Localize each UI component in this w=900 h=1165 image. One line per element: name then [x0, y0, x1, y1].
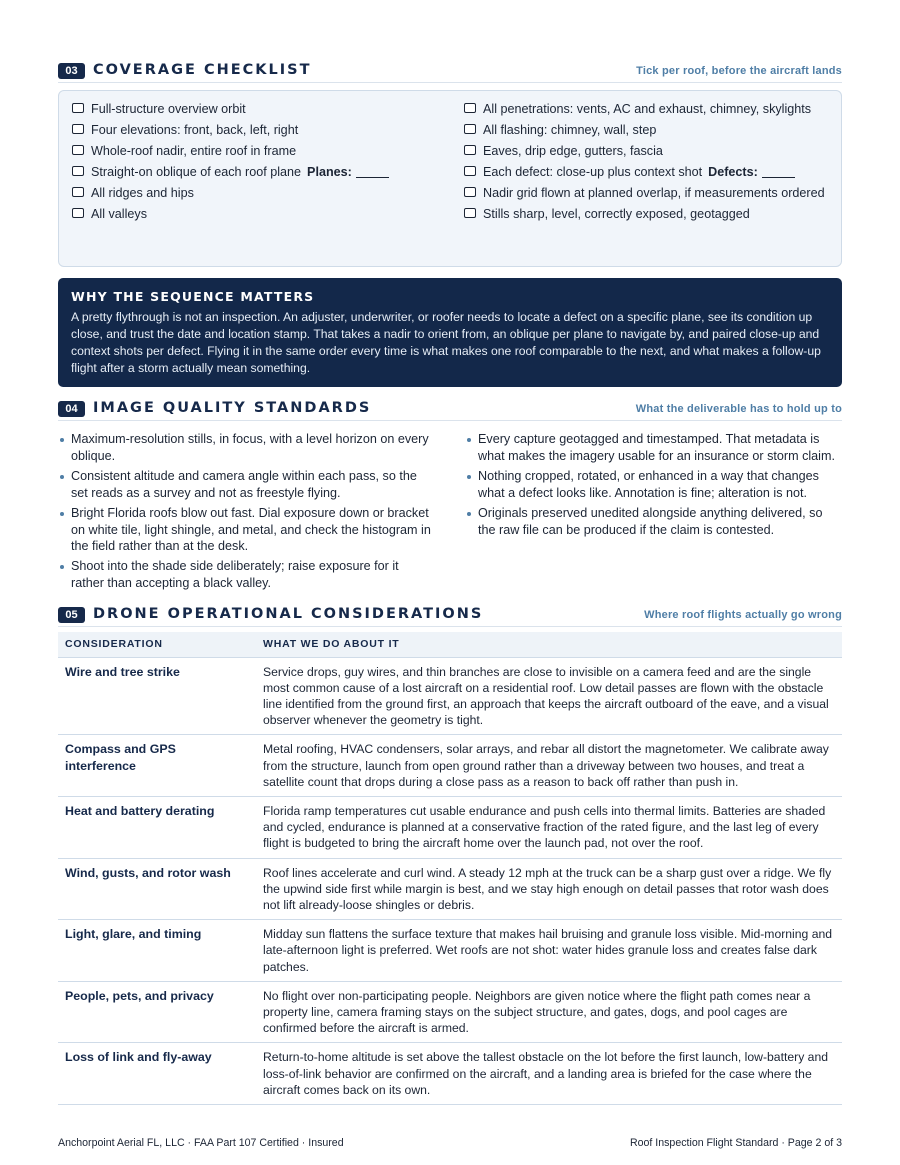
- checklist-left-column: [59, 101, 451, 227]
- checkbox-icon[interactable]: [464, 187, 476, 197]
- checkbox-icon[interactable]: [72, 187, 84, 197]
- checklist-item[interactable]: Four elevations: front, back, left, right: [59, 122, 451, 143]
- checklist-item[interactable]: Straight-on oblique of each roof plane Planes:: [59, 164, 451, 185]
- checkbox-icon[interactable]: [72, 103, 84, 113]
- checklist-item[interactable]: Whole-roof nadir, entire roof in frame: [59, 143, 451, 164]
- quality-right-list: [466, 431, 842, 542]
- consideration-cell: People, pets, and privacy: [58, 981, 256, 1043]
- section-title: COVERAGE CHECKLIST: [93, 62, 312, 78]
- list-item: Originals preserved unedited alongside anything delivered, so the raw file can be produced if the claim is contested.: [466, 505, 842, 538]
- callout-title: WHY THE SEQUENCE MATTERS: [71, 289, 315, 304]
- table-row: [58, 920, 842, 982]
- table-row: [58, 657, 842, 735]
- checklist-item[interactable]: Eaves, drip edge, gutters, fascia: [451, 143, 841, 164]
- list-item: Every capture geotagged and timestamped. That metadata is what makes the imagery usable for an insurance or storm claim.: [466, 431, 842, 464]
- section-subtitle: What the deliverable has to hold up to: [635, 403, 842, 415]
- section-subtitle: Where roof flights actually go wrong: [644, 609, 842, 621]
- checklist-item[interactable]: Stills sharp, level, correctly exposed, geotagged: [451, 206, 841, 227]
- table-row: [58, 735, 842, 797]
- checklist-item[interactable]: All flashing: chimney, wall, step: [451, 122, 841, 143]
- callout-body: A pretty flythrough is not an inspection. An adjuster, underwriter, or roofer needs to locate a defect on a specific plane, see its condition up close, and trust the date and location stamp. That takes a nadir to orient from, an oblique per plane to navigate by, and paired close-up and context shots per defect. Flying it in the same order every time is what makes one roof comparable to the next, and what makes a follow-up flight after a storm actually mean something.: [71, 310, 821, 375]
- list-item: Consistent altitude and camera angle within each pass, so the set reads as a survey and not as freestyle flying.: [59, 468, 431, 501]
- action-cell: Service drops, guy wires, and thin branches are close to invisible on a camera feed and are the single most common cause of a lost aircraft on a residential roof. Low detail passes are flown with the obstacle line identified from the ground first, an approach that keeps the aircraft outboard of the eave, and a visual observer whenever the geometry is tight.: [256, 657, 842, 735]
- planes-label: Planes:: [307, 165, 352, 179]
- consideration-cell: Heat and battery derating: [58, 796, 256, 858]
- list-item: Nothing cropped, rotated, or enhanced in a way that changes what a defect looks like. Annotation is fine; alteration is not.: [466, 468, 842, 501]
- action-cell: Metal roofing, HVAC condensers, solar arrays, and rebar all distort the magnetometer. We calibrate away from the structure, launch from open ground rather than a driveway between two houses, and treat a satellite count that drops during a close pass as a reason to back off rather than push in.: [256, 735, 842, 797]
- checkbox-icon[interactable]: [72, 208, 84, 218]
- checkbox-icon[interactable]: [464, 124, 476, 134]
- planes-blank[interactable]: [356, 166, 389, 178]
- action-cell: Roof lines accelerate and curl wind. A steady 12 mph at the truck can be a sharp gust over a ridge. We fly the upwind side first while margin is best, and we stay high enough on detail passes that rotor wash does not lift already-loose shingles or debris.: [256, 858, 842, 920]
- section-title: IMAGE QUALITY STANDARDS: [93, 400, 372, 416]
- consideration-cell: Compass and GPS interference: [58, 735, 256, 797]
- action-cell: Return-to-home altitude is set above the tallest obstacle on the lot before the first launch, low-battery and loss-of-link behavior are confirmed on the aircraft, and a landing area is briefed for the case where the aircraft comes back on its own.: [256, 1043, 842, 1105]
- checklist-item[interactable]: All ridges and hips: [59, 185, 451, 206]
- table-row: [58, 796, 842, 858]
- section-subtitle: Tick per roof, before the aircraft lands: [636, 65, 842, 77]
- footer-page-info: Roof Inspection Flight Standard · Page 2 of 3: [629, 1137, 842, 1149]
- action-cell: Midday sun flattens the surface texture that makes hail bruising and granule loss visible. Mid-morning and late-afternoon light is preferred. Wet roofs are not shot: water hides granule loss and creates false dark patches.: [256, 920, 842, 982]
- quality-left-list: [59, 431, 431, 595]
- consideration-cell: Wire and tree strike: [58, 657, 256, 735]
- action-cell: Florida ramp temperatures cut usable endurance and push cells into thermal limits. Batteries are shaded and cycled, endurance is planned at a conservative fraction of the rated figure, and the last leg of every flight is budgeted to bring the aircraft home over the launch pad, not over the roof.: [256, 796, 842, 858]
- list-item: Bright Florida roofs blow out fast. Dial exposure down or bracket on white tile, light shingle, and metal, and check the histogram in the field rather than at the desk.: [59, 505, 431, 555]
- operations-table: [58, 632, 842, 1105]
- operations-section-header: [58, 605, 842, 627]
- defects-label: Defects:: [708, 165, 758, 179]
- action-cell: No flight over non-participating people. Neighbors are given notice where the flight path comes near a property line, camera framing stays on the subject structure, and gates, dogs, and pool cages are confirmed before the aircraft is armed.: [256, 981, 842, 1043]
- section-number: 03: [58, 63, 85, 79]
- list-item: Shoot into the shade side deliberately; raise exposure for it rather than accepting a black valley.: [59, 558, 431, 591]
- checkbox-icon[interactable]: [464, 208, 476, 218]
- quality-section-header: [58, 399, 842, 421]
- table-row: [58, 981, 842, 1043]
- column-header-consideration: CONSIDERATION: [58, 632, 256, 657]
- checkbox-icon[interactable]: [72, 145, 84, 155]
- footer-company: Anchorpoint Aerial FL, LLC · FAA Part 107 Certified · Insured: [58, 1137, 344, 1149]
- checklist-item[interactable]: All valleys: [59, 206, 451, 227]
- defects-blank[interactable]: [762, 166, 795, 178]
- checkbox-icon[interactable]: [72, 166, 84, 176]
- consideration-cell: Wind, gusts, and rotor wash: [58, 858, 256, 920]
- checklist-item[interactable]: Each defect: close-up plus context shot Defects:: [451, 164, 841, 185]
- section-title: DRONE OPERATIONAL CONSIDERATIONS: [93, 606, 484, 622]
- checkbox-icon[interactable]: [464, 166, 476, 176]
- coverage-checklist-panel: [58, 90, 842, 267]
- consideration-cell: Loss of link and fly-away: [58, 1043, 256, 1105]
- checkbox-icon[interactable]: [72, 124, 84, 134]
- checkbox-icon[interactable]: [464, 145, 476, 155]
- section-number: 04: [58, 401, 85, 417]
- checklist-item[interactable]: All penetrations: vents, AC and exhaust, chimney, skylights: [451, 101, 841, 122]
- checklist-right-column: [451, 101, 841, 227]
- checklist-item[interactable]: Nadir grid flown at planned overlap, if measurements ordered: [451, 185, 841, 206]
- checkbox-icon[interactable]: [464, 103, 476, 113]
- table-header-row: [58, 632, 842, 657]
- checklist-item[interactable]: Full-structure overview orbit: [59, 101, 451, 122]
- coverage-section-header: [58, 61, 842, 83]
- column-header-action: WHAT WE DO ABOUT IT: [256, 632, 842, 657]
- sequence-callout: [58, 278, 842, 387]
- table-row: [58, 858, 842, 920]
- section-number: 05: [58, 607, 85, 623]
- consideration-cell: Light, glare, and timing: [58, 920, 256, 982]
- list-item: Maximum-resolution stills, in focus, with a level horizon on every oblique.: [59, 431, 431, 464]
- table-row: [58, 1043, 842, 1105]
